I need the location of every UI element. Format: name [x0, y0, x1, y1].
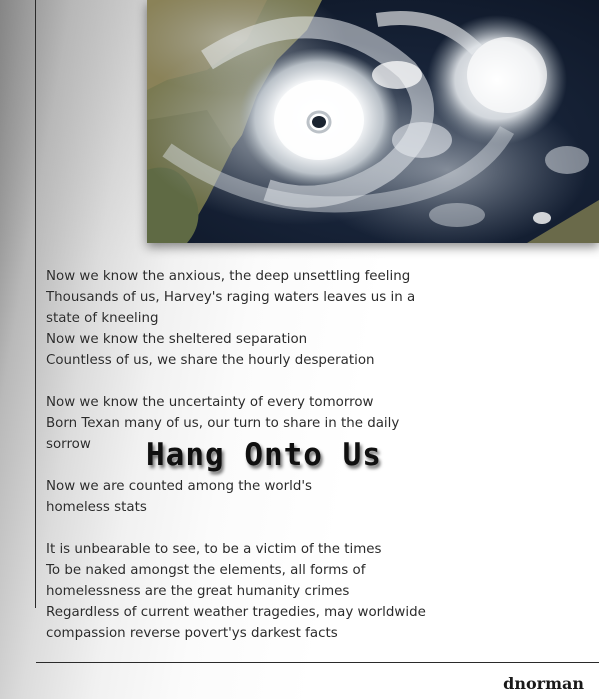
poem-line: state of kneeling: [46, 311, 159, 326]
poem-line: sorrow: [46, 437, 91, 452]
author-signature: dnorman: [503, 674, 584, 693]
vertical-divider: [35, 0, 36, 608]
poem-line: Now we know the anxious, the deep unsettling feeling: [46, 269, 411, 284]
poem-line: homeless stats: [46, 500, 147, 515]
poem-title: Hang Onto Us: [146, 437, 382, 473]
poem-line: Countless of us, we share the hourly desperation: [46, 353, 375, 368]
poem-line: Born Texan many of us, our turn to share in the daily: [46, 416, 400, 431]
poem-line: Regardless of current weather tragedies, may worldwide: [46, 605, 426, 620]
stanza-break: [46, 371, 486, 392]
poem-line: Now we know the uncertainty of every tomorrow: [46, 395, 374, 410]
poem-line: Now we know the sheltered separation: [46, 332, 308, 347]
poem-line: It is unbearable to see, to be a victim of the times: [46, 542, 382, 557]
poem-line: To be naked amongst the elements, all forms of: [46, 563, 366, 578]
poem-line: compassion reverse povert'ys darkest facts: [46, 626, 338, 641]
poem-line: Thousands of us, Harvey's raging waters leaves us in a: [46, 290, 416, 305]
stanza-break: [46, 518, 486, 539]
poem-line: Now we are counted among the world's: [46, 479, 312, 494]
horizontal-divider: [36, 662, 599, 663]
hurricane-satellite-image: [147, 0, 599, 243]
poem-line: homelessness are the great humanity crimes: [46, 584, 350, 599]
